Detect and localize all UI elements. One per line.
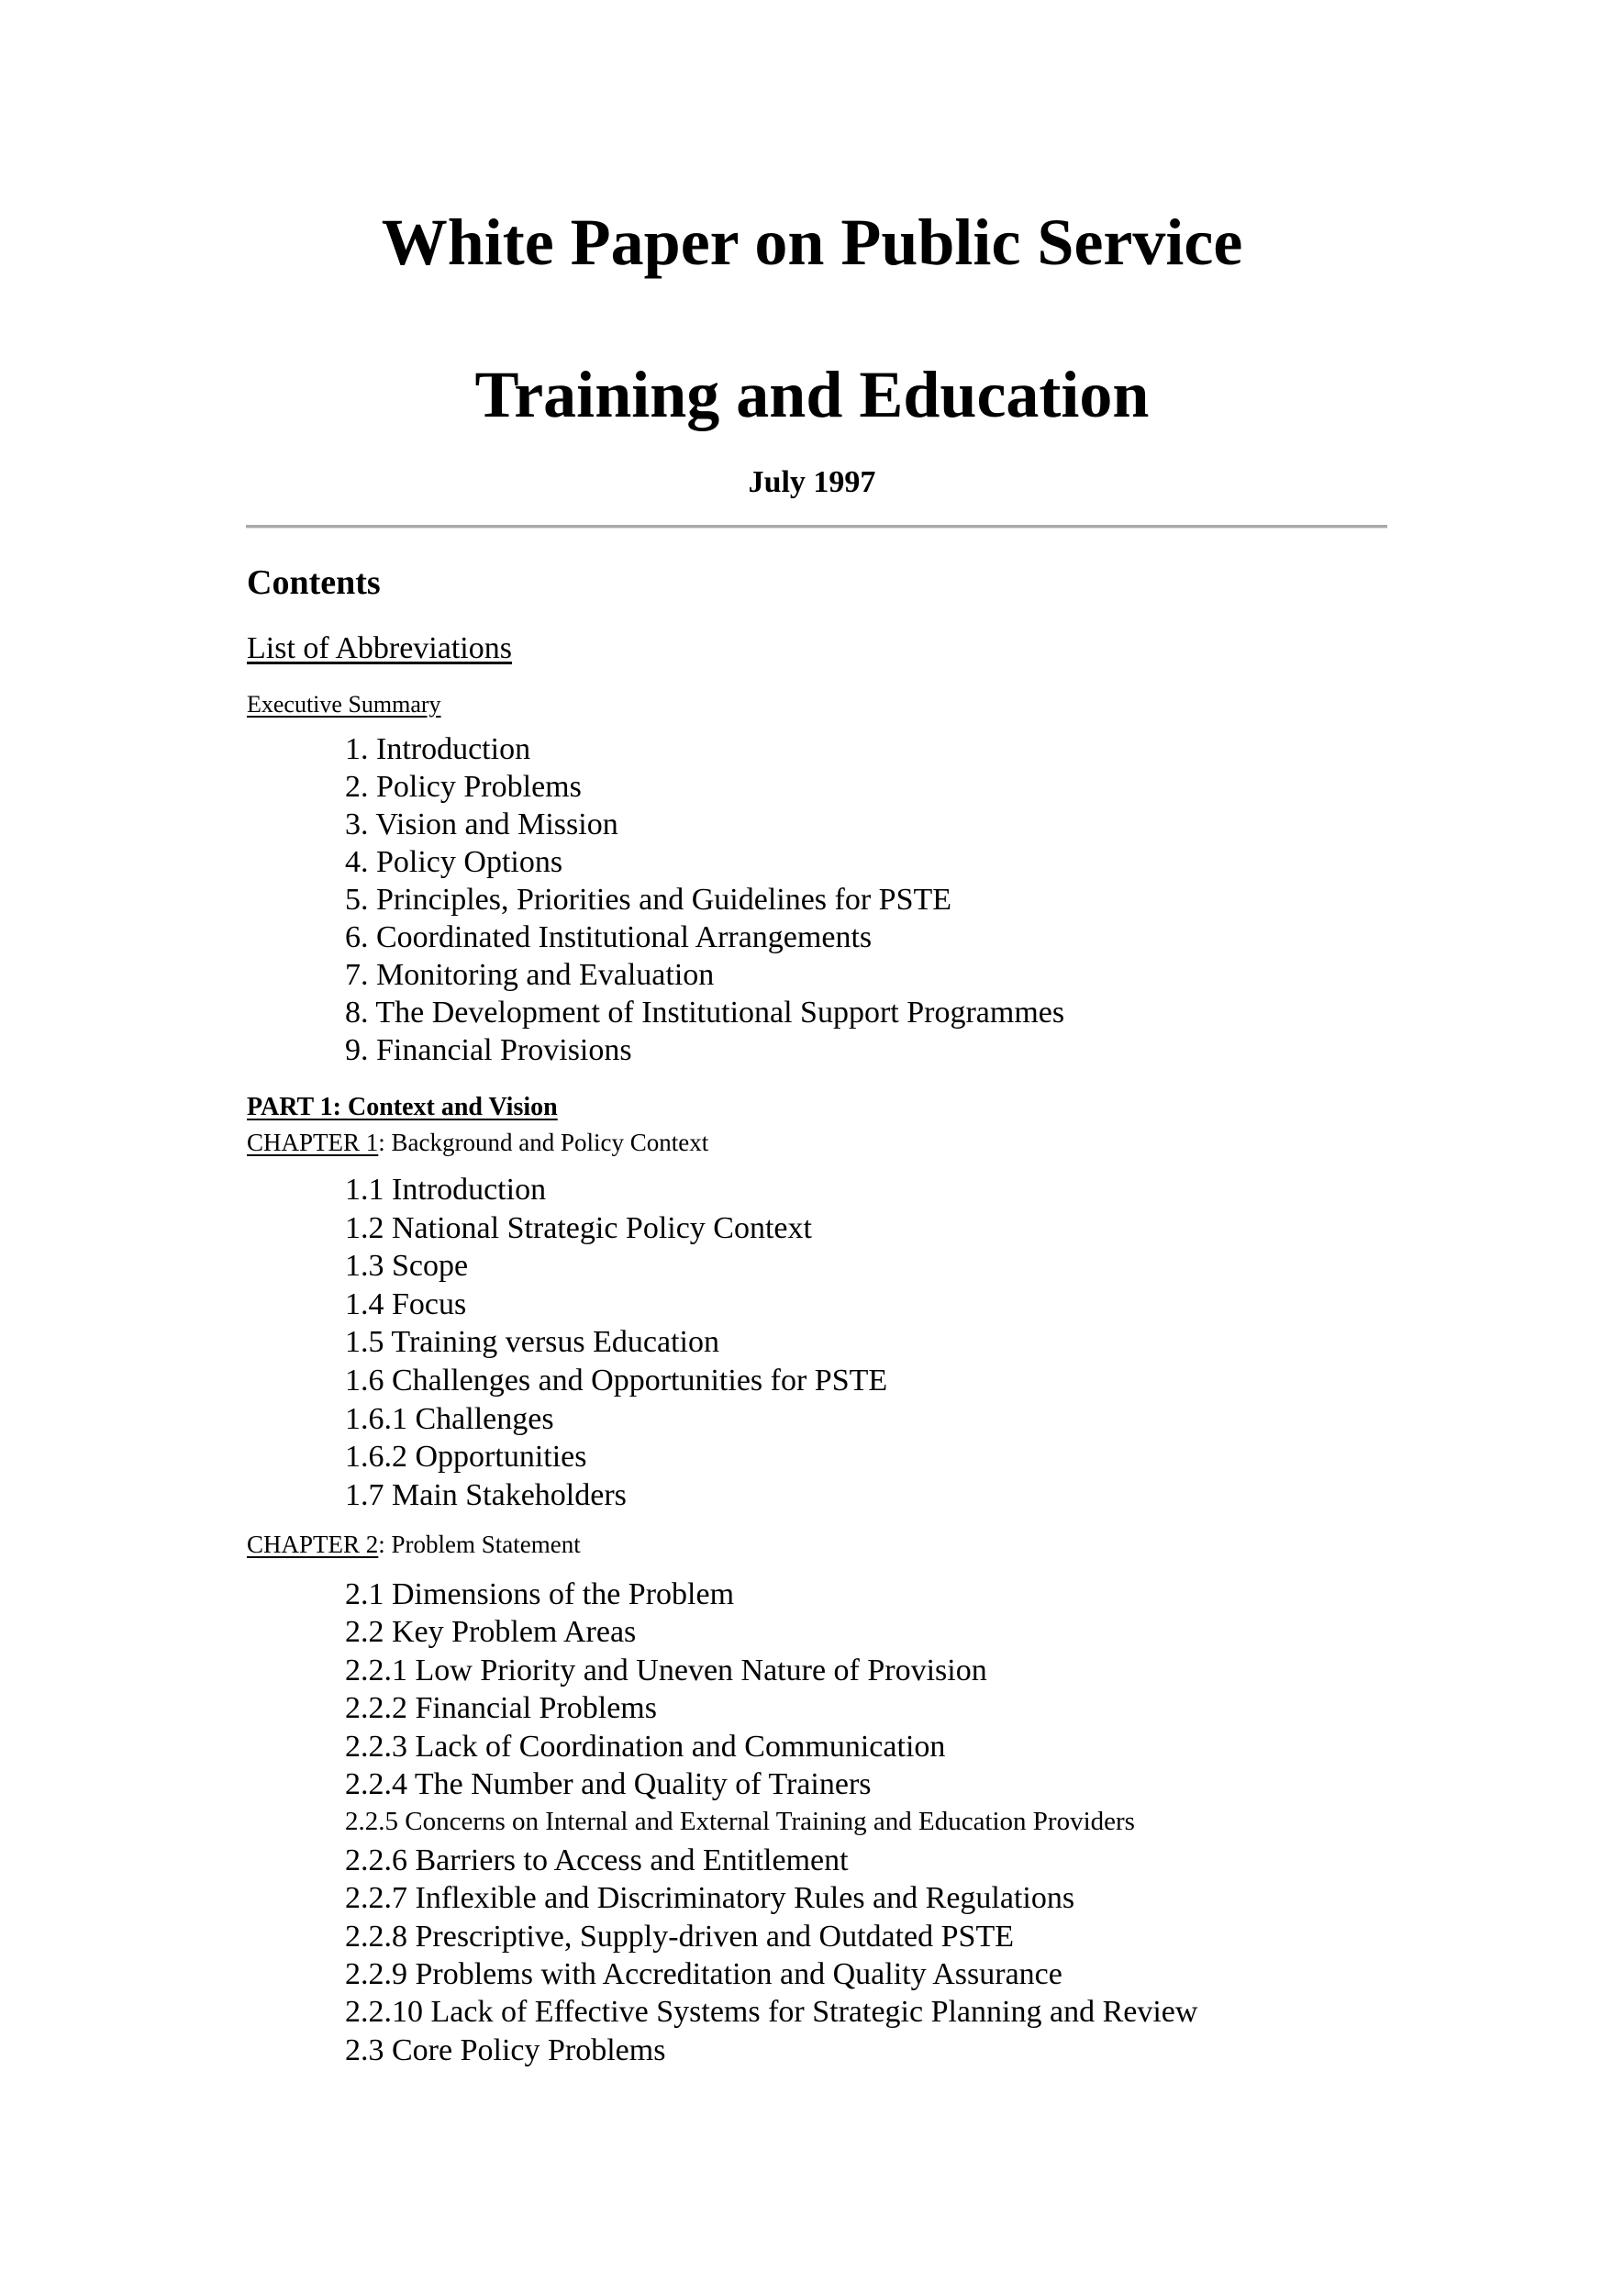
chapter-2-list — [345, 1576, 1197, 2069]
chapter-2-link[interactable]: CHAPTER 2 — [247, 1531, 379, 1558]
executive-summary-link-row — [247, 690, 441, 719]
list-item: 2.2.1 Low Priority and Uneven Nature of Provision — [345, 1653, 987, 1687]
document-date: July 1997 — [748, 465, 876, 499]
list-item: 1.6 Challenges and Opportunities for PSTE — [345, 1363, 888, 1398]
document-title-line-1: White Paper on Public Service — [381, 206, 1243, 279]
abbreviations-link[interactable]: List of Abbreviations — [247, 631, 512, 665]
list-item: 2.2.8 Prescriptive, Supply-driven and Outdated PSTE — [345, 1919, 1015, 1954]
list-item: 7. Monitoring and Evaluation — [345, 958, 715, 992]
list-item: 1.7 Main Stakeholders — [345, 1477, 627, 1512]
list-item: 2.2.7 Inflexible and Discriminatory Rules and Regulations — [345, 1881, 1075, 1916]
chapter-2-title: : Problem Statement — [378, 1531, 581, 1558]
list-item: 1.5 Training versus Education — [345, 1325, 719, 1360]
list-item: 4. Policy Options — [345, 845, 563, 879]
list-item: 2.2.4 The Number and Quality of Trainers — [345, 1767, 872, 1802]
list-item: 1. Introduction — [345, 732, 531, 766]
list-item: 2. Policy Problems — [345, 770, 582, 804]
chapter-2-heading — [247, 1529, 581, 1560]
list-item: 1.1 Introduction — [345, 1173, 547, 1207]
part-1-row — [247, 1092, 558, 1123]
list-item: 8. The Development of Institutional Support Programmes — [345, 996, 1065, 1030]
executive-summary-list — [345, 730, 1064, 1069]
list-item: 2.2 Key Problem Areas — [345, 1615, 637, 1650]
list-item: 1.3 Scope — [345, 1249, 469, 1284]
list-item: 9. Financial Provisions — [345, 1033, 632, 1067]
part-1-link[interactable]: PART 1: Context and Vision — [247, 1093, 558, 1121]
chapter-1-heading — [247, 1127, 708, 1158]
list-item: 5. Principles, Priorities and Guidelines for PSTE — [345, 883, 952, 917]
chapter-1-link[interactable]: CHAPTER 1 — [247, 1129, 379, 1156]
list-item: 1.4 Focus — [345, 1286, 467, 1321]
abbreviations-link-row — [247, 630, 512, 667]
list-item: 2.2.9 Problems with Accreditation and Quality Assurance — [345, 1957, 1062, 1992]
list-item: 1.6.2 Opportunities — [345, 1440, 587, 1475]
chapter-1-list — [345, 1171, 887, 1514]
list-item: 2.2.3 Lack of Coordination and Communication — [345, 1729, 946, 1764]
document-title-line-2: Training and Education — [474, 358, 1150, 431]
horizontal-divider — [246, 525, 1387, 529]
list-item: 2.2.10 Lack of Effective Systems for Strategic Planning and Review — [345, 1995, 1198, 2030]
list-item: 2.2.5 Concerns on Internal and External Training and Education Providers — [345, 1807, 1135, 1837]
list-item: 2.1 Dimensions of the Problem — [345, 1577, 735, 1611]
contents-heading: Contents — [247, 563, 381, 602]
list-item: 2.2.2 Financial Problems — [345, 1691, 657, 1726]
chapter-1-title: : Background and Policy Context — [378, 1129, 709, 1156]
list-item: 2.3 Core Policy Problems — [345, 2032, 666, 2067]
list-item: 1.2 National Strategic Policy Context — [345, 1210, 812, 1245]
list-item: 1.6.1 Challenges — [345, 1401, 554, 1436]
executive-summary-link[interactable]: Executive Summary — [247, 691, 441, 718]
list-item: 2.2.6 Barriers to Access and Entitlement — [345, 1843, 849, 1877]
list-item: 6. Coordinated Institutional Arrangements — [345, 920, 873, 954]
list-item: 3. Vision and Mission — [345, 807, 618, 841]
